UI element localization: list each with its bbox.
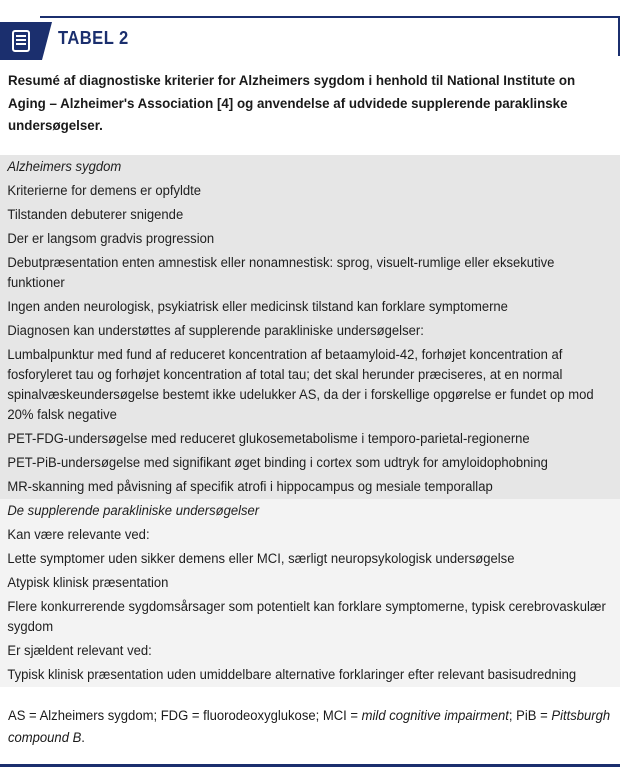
table-row: Er sjældent relevant ved: xyxy=(7,643,152,659)
bottom-rule xyxy=(0,764,620,767)
header-icon-box xyxy=(0,22,42,60)
table-row: Kan være relevante ved: xyxy=(7,527,150,543)
footnote-text: AS = Alzheimers sygdom; FDG = fluorodeoxyglukose; MCI = xyxy=(8,708,362,724)
header-icon-wedge xyxy=(42,22,52,60)
document-list-icon xyxy=(12,30,30,52)
table-row: MR-skanning med påvisning af specifik atrofi i hippocampus og mesiale temporallap xyxy=(7,479,493,495)
table-header xyxy=(0,14,620,64)
footnote-text: . xyxy=(81,730,85,746)
table-row: Tilstanden debuterer snigende xyxy=(7,207,184,223)
footnote-term: Pittsburgh compound B xyxy=(8,708,611,746)
table-caption: Resumé af diagnostiske kriterier for Alzheimers sygdom i henhold til National Institute on Aging – Alzheimer's Association [4] og anvendelse af udvidede supplerende paraklinske undersøgelser. xyxy=(8,73,576,134)
table-row: PET-PiB-undersøgelse med signifikant øget binding i cortex som udtryk for amyloidophobning xyxy=(7,455,548,471)
table-row: Ingen anden neurologisk, psykiatrisk eller medicinsk tilstand kan forklare symptomerne xyxy=(7,299,508,315)
section-heading: Alzheimers sygdom xyxy=(7,159,122,175)
table-title: TABEL 2 xyxy=(58,28,129,48)
table-row: Diagnosen kan understøttes af supplerende parakliniske undersøgelser: xyxy=(7,323,424,339)
table-row: Flere konkurrerende sygdomsårsager som potentielt kan forklare symptomerne, typisk cerebrovaskulær sygdom xyxy=(7,599,606,635)
table-row: Typisk klinisk præsentation uden umiddelbare alternative forklaringer efter relevant basisudredning xyxy=(7,667,577,683)
table-row: Kriterierne for demens er opfyldte xyxy=(7,183,202,199)
section-heading: De supplerende parakliniske undersøgelser xyxy=(7,503,260,519)
section-alzheimers xyxy=(0,155,620,499)
footnote-text: ; PiB = xyxy=(508,708,552,724)
section-supplementary xyxy=(0,499,620,687)
table-row: Lumbalpunktur med fund af reduceret koncentration af betaamyloid-42, forhøjet koncentration af fosforyleret tau og forhøjet koncentration af total tau; det skal herunder præciseres, at en normal spinalvæskeundersøgelse bestemt ikke udelukker AS, da der i forskellige opgørelse er fundet op mod 20% falsk negative xyxy=(7,347,594,423)
table-row: Der er langsom gradvis progression xyxy=(7,231,215,247)
table-row: PET-FDG-undersøgelse med reduceret glukosemetabolisme i temporo-parietal-regionerne xyxy=(7,431,530,447)
footnote-term: mild cognitive impairment xyxy=(361,708,509,724)
table-footnote xyxy=(8,705,615,749)
header-top-rule xyxy=(40,16,620,18)
table-row: Atypisk klinisk præsentation xyxy=(7,575,169,591)
table-row: Lette symptomer uden sikker demens eller MCI, særligt neuropsykologisk undersøgelse xyxy=(7,551,515,567)
criteria-table xyxy=(0,155,620,687)
table-row: Debutpræsentation enten amnestisk eller nonamnestisk: sprog, visuelt-rumlige eller eksekutive funktioner xyxy=(7,255,555,291)
